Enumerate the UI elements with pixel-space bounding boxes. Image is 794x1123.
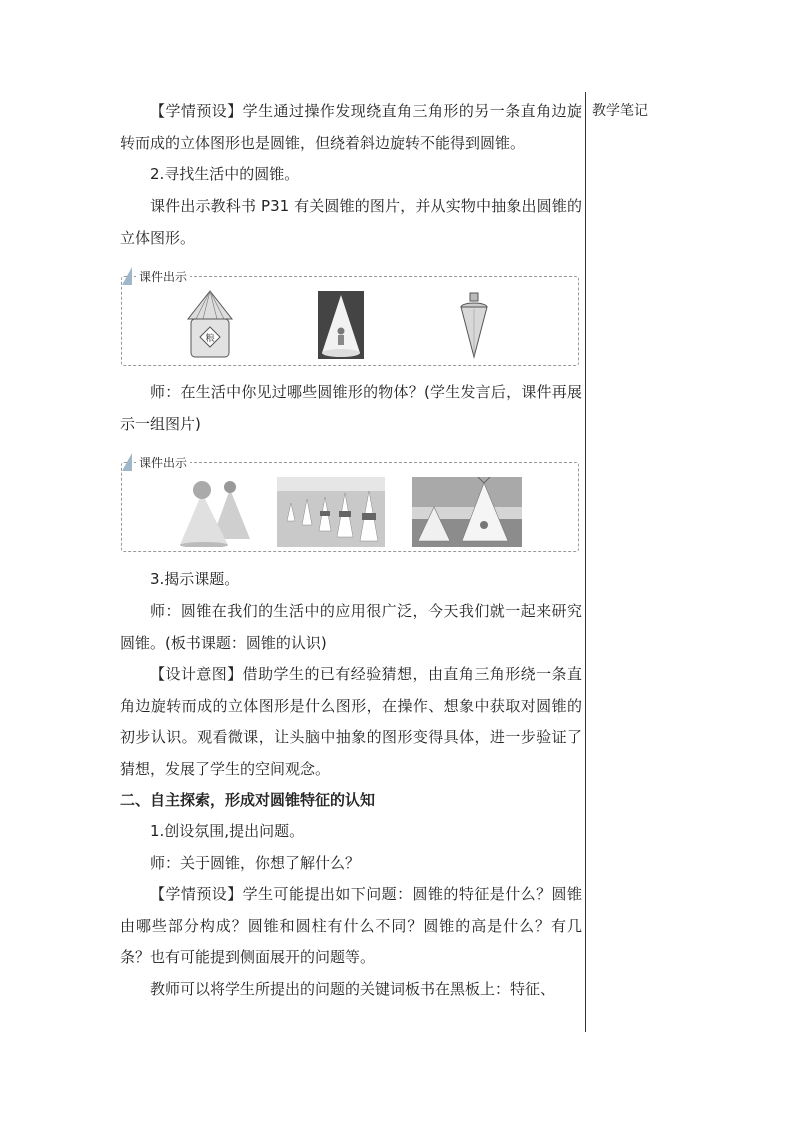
granary-hut-image (184, 289, 236, 361)
tipi-tents-image (412, 477, 522, 547)
paragraph-courseware-1: 课件出示教科书 P31 有关圆锥的图片，并从实物中抽象出圆锥的立体图形。 (120, 197, 582, 247)
traffic-cones-image (277, 477, 385, 547)
paragraph-design-intent: 【设计意图】借助学生的已有经验猜想，由直角三角形绕一条直角边旋转而成的立体图形是什么图形，在操作、想象中获取对圆锥的初步认识。观看微课，让头脑中抽象的图形变得具体，进一步验证了猜想，发展了学生的空间观念。 (120, 665, 582, 778)
margin-divider (585, 92, 586, 1032)
courseware-box-1 (121, 269, 579, 366)
section-heading-2: 二、自主探索，形成对圆锥特征的认知 (120, 791, 376, 809)
granary-character: 粮 (205, 334, 215, 344)
courseware-tag-2: 课件出示 (122, 451, 190, 473)
plumb-bob-image (458, 291, 490, 361)
paragraph-step-3: 3.揭示课题。 (150, 570, 240, 588)
courseware-box-2 (121, 455, 579, 552)
paragraph-teacher-ask: 师：关于圆锥，你想了解什么？ (150, 854, 361, 872)
paragraph-teacher-question: 师：在生活中你见过哪些圆锥形的物体？(学生发言后，课件再展示一组图片) (120, 383, 582, 433)
paragraph-preset-1: 【学情预设】学生通过操作发现绕直角三角形的另一条直角边旋转而成的立体图形也是圆锥，但绕着斜边旋转不能得到圆锥。 (120, 102, 582, 152)
tag-triangle-icon (122, 267, 132, 285)
paragraph-step-1: 1.创设氛围,提出问题。 (150, 822, 305, 840)
paragraph-preset-2: 【学情预设】学生可能提出如下问题：圆锥的特征是什么？圆锥由哪些部分构成？圆锥和圆柱有什么不同？圆锥的高是什么？有几条？也有可能提到侧面展开的问题等。 (120, 885, 582, 966)
paragraph-blackboard: 教师可以将学生所提出的问题的关键词板书在黑板上：特征、 (150, 980, 556, 998)
teaching-notes-label: 教学笔记 (592, 103, 648, 119)
tag-triangle-icon (122, 453, 132, 471)
courseware-tag-1: 课件出示 (122, 265, 190, 287)
paragraph-step-2: 2.寻找生活中的圆锥。 (150, 165, 300, 183)
spotlight-stage-image (318, 291, 364, 359)
party-hats-image (174, 475, 258, 547)
paragraph-teacher-intro: 师：圆锥在我们的生活中的应用很广泛，今天我们就一起来研究圆锥。(板书课题：圆锥的认识) (120, 602, 582, 652)
